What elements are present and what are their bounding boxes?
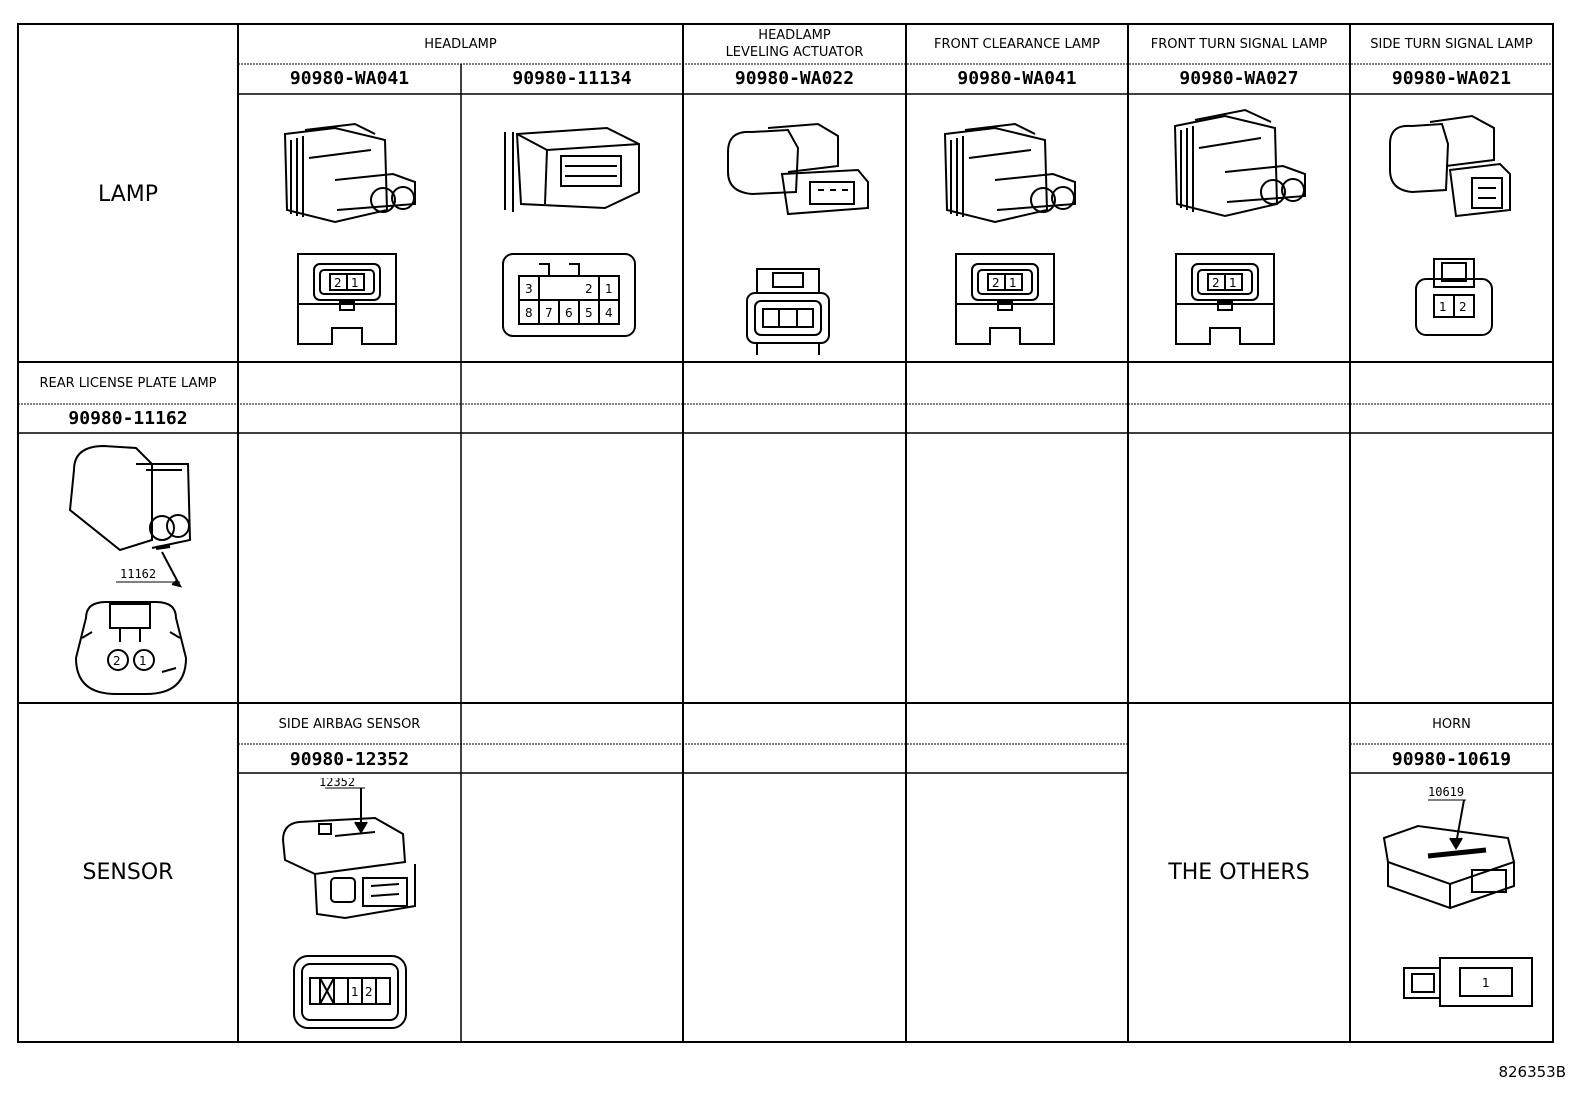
connector-face-figure (1412, 255, 1497, 345)
header-rear-license-plate-lamp: REAR LICENSE PLATE LAMP (39, 376, 217, 391)
header-front-turn-signal-lamp: FRONT TURN SIGNAL LAMP (1150, 37, 1328, 52)
pin-label: 2 (585, 282, 593, 296)
part-number: 90980-WA022 (734, 68, 855, 89)
part-number: 90980-WA041 (957, 68, 1077, 89)
pin-label: 7 (545, 306, 553, 320)
category-lamp: LAMP (97, 182, 159, 207)
part-number: 90980-11134 (512, 68, 632, 89)
pin-label: 1 (351, 985, 359, 999)
connector-perspective-figure (1378, 786, 1538, 916)
pin-label: 1 (605, 282, 613, 296)
part-number: 90980-12352 (289, 749, 410, 770)
part-number: 90980-WA041 (289, 68, 410, 89)
connector-face-figure (1170, 250, 1280, 350)
connector-face-figure (290, 952, 410, 1032)
connector-perspective-figure (1382, 114, 1522, 224)
pin-label: 1 (1482, 976, 1490, 990)
connector-face-figure (950, 250, 1060, 350)
pin-label: 2 (113, 654, 121, 668)
connector-perspective-figure (497, 122, 647, 217)
connector-perspective-figure (60, 440, 210, 590)
part-number: 90980-11162 (68, 408, 188, 429)
pin-label: 5 (585, 306, 593, 320)
connector-perspective-figure (1165, 108, 1325, 228)
header-headlamp: HEADLAMP (424, 37, 497, 52)
pin-label: 1 (351, 276, 359, 290)
part-number: 90980-WA021 (1391, 68, 1512, 89)
connector-face-figure (66, 598, 196, 700)
connector-perspective-figure (275, 778, 425, 928)
category-others: THE OTHERS (1168, 860, 1310, 885)
part-number: 90980-WA027 (1179, 68, 1299, 89)
connector-perspective-figure (718, 122, 878, 222)
pin-label: 6 (565, 306, 573, 320)
header-side-airbag-sensor: SIDE AIRBAG SENSOR (278, 717, 421, 732)
part-number: 90980-10619 (1391, 749, 1512, 770)
pin-label: 1 (1009, 276, 1017, 290)
pin-label: 2 (334, 276, 342, 290)
callout-label: 11162 (120, 567, 157, 581)
callout-label: 12352 (319, 778, 356, 789)
pin-label: 3 (525, 282, 533, 296)
connector-face-figure (499, 250, 639, 340)
pin-label: 2 (992, 276, 1000, 290)
pin-label: 4 (605, 306, 613, 320)
connector-perspective-figure (935, 122, 1095, 232)
pin-label: 8 (525, 306, 533, 320)
pin-label: 2 (365, 985, 373, 999)
pin-label: 1 (1439, 300, 1447, 314)
callout-label: 10619 (1428, 786, 1465, 799)
header-side-turn-signal-lamp: SIDE TURN SIGNAL LAMP (1370, 37, 1533, 52)
drawing-id: 826353B (1498, 1063, 1566, 1081)
header-horn: HORN (1432, 717, 1471, 732)
pin-label: 1 (1229, 276, 1237, 290)
connector-perspective-figure (275, 122, 435, 232)
connector-face-figure (1400, 954, 1540, 1010)
category-sensor: SENSOR (82, 860, 174, 885)
pin-label: 2 (1459, 300, 1467, 314)
header-front-clearance-lamp: FRONT CLEARANCE LAMP (933, 37, 1100, 52)
connector-face-figure (292, 250, 402, 350)
connector-face-figure (743, 265, 833, 360)
pin-label: 2 (1212, 276, 1220, 290)
pin-label: 1 (139, 654, 147, 668)
header-headlamp-leveling-actuator: HEADLAMP LEVELING ACTUATOR (725, 28, 864, 60)
